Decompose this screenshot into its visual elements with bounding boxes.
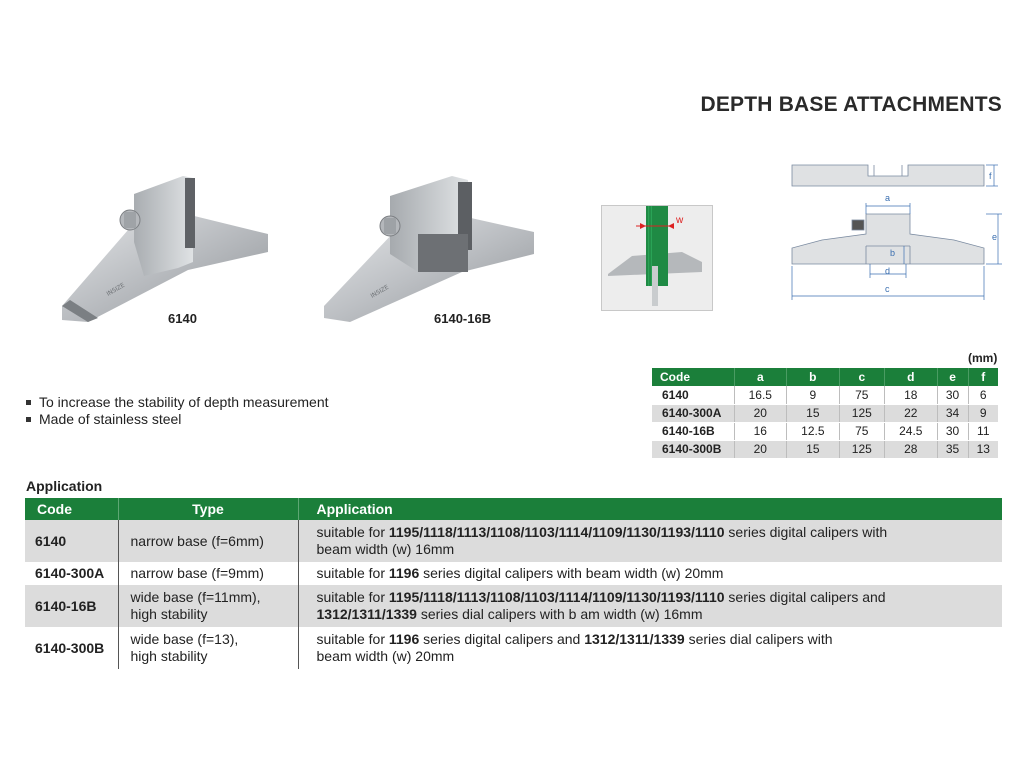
table-cell: 28 (885, 440, 938, 458)
col-header: e (937, 368, 968, 386)
bullet-icon (26, 417, 31, 422)
table-cell: 6140-300B (652, 440, 734, 458)
table-cell: 15 (787, 440, 840, 458)
code-cell: 6140-300A (25, 562, 118, 585)
table-row (652, 386, 998, 404)
svg-text:INSIZE: INSIZE (105, 281, 127, 298)
code-cell: 6140-300B (25, 627, 118, 669)
table-cell: 12.5 (787, 422, 840, 440)
table-cell: 22 (885, 404, 938, 422)
model-numbers: 1312/1311/1339 (316, 606, 417, 622)
dim-label-e: e (992, 232, 998, 242)
page-title: DEPTH BASE ATTACHMENTS (700, 93, 1002, 116)
dimension-table-header (652, 368, 998, 386)
product-image-6140-16b (322, 172, 540, 324)
table-cell: 9 (968, 404, 998, 422)
list-item (26, 411, 329, 428)
beam-width-inset (601, 205, 713, 311)
col-header: a (734, 368, 787, 386)
application-section-title: Application (26, 478, 103, 494)
model-numbers: 1312/1311/1339 (584, 631, 685, 647)
table-row (25, 627, 1002, 669)
table-cell: 16 (734, 422, 787, 440)
table-cell: 6140-16B (652, 422, 734, 440)
table-row (652, 404, 998, 422)
table-cell: 34 (937, 404, 968, 422)
table-cell: 6140 (652, 386, 734, 404)
dim-label-a: a (885, 193, 891, 203)
table-cell: 75 (839, 422, 884, 440)
type-cell: wide base (f=13), high stability (118, 627, 298, 669)
application-table (25, 498, 1002, 669)
model-numbers: 1196 (388, 565, 420, 581)
dim-label-b: b (890, 248, 896, 258)
dimension-diagram (786, 158, 1006, 308)
product-label-6140-16b: 6140-16B (434, 311, 492, 326)
table-cell: 13 (968, 440, 998, 458)
unit-label: (mm) (968, 351, 998, 365)
table-row (25, 585, 1002, 627)
table-cell: 125 (839, 404, 884, 422)
feature-text: Made of stainless steel (39, 411, 182, 427)
dim-label-c: c (885, 284, 890, 294)
table-cell: 9 (787, 386, 840, 404)
col-header: b (787, 368, 840, 386)
table-row (652, 422, 998, 440)
table-row (25, 562, 1002, 585)
col-header: d (885, 368, 938, 386)
application-table-header (25, 498, 1002, 520)
table-cell: 16.5 (734, 386, 787, 404)
table-cell: 20 (734, 440, 787, 458)
table-row (25, 520, 1002, 562)
model-numbers: 1195/1118/1113/1108/1103/1114/1109/1130/1193/1110 (388, 589, 725, 605)
col-header: Application (298, 498, 1002, 520)
table-cell: 24.5 (885, 422, 938, 440)
w-label: w (676, 215, 684, 226)
col-header: Type (118, 498, 298, 520)
table-cell: 15 (787, 404, 840, 422)
dimension-table (652, 368, 998, 459)
feature-list (26, 394, 329, 428)
dim-label-d: d (885, 266, 891, 276)
bullet-icon (26, 400, 31, 405)
table-cell: 30 (937, 422, 968, 440)
type-cell: narrow base (f=9mm) (118, 562, 298, 585)
application-cell: suitable for 1196 series digital calipers with beam width (w) 20mm (298, 562, 1002, 585)
model-numbers: 1196 (388, 631, 420, 647)
table-cell: 125 (839, 440, 884, 458)
col-header: Code (652, 368, 734, 386)
dim-label-f: f (989, 171, 992, 181)
col-header: f (968, 368, 998, 386)
application-cell: suitable for 1195/1118/1113/1108/1103/1114/1109/1130/1193/1110 series digital calipers and 1312/1311/1339 series dial calipers with b am width (w) 16mm (298, 585, 1002, 627)
code-cell: 6140 (25, 520, 118, 562)
list-item (26, 394, 329, 411)
type-cell: wide base (f=11mm), high stability (118, 585, 298, 627)
feature-text: To increase the stability of depth measurement (39, 394, 329, 410)
table-row (652, 440, 998, 458)
svg-text:INSIZE: INSIZE (369, 283, 391, 300)
application-cell: suitable for 1196 series digital calipers and 1312/1311/1339 series dial calipers with beam width (w) 20mm (298, 627, 1002, 669)
table-cell: 20 (734, 404, 787, 422)
col-header: Code (25, 498, 118, 520)
type-cell: narrow base (f=6mm) (118, 520, 298, 562)
table-cell: 11 (968, 422, 998, 440)
table-cell: 35 (937, 440, 968, 458)
table-cell: 6 (968, 386, 998, 404)
table-cell: 6140-300A (652, 404, 734, 422)
table-cell: 18 (885, 386, 938, 404)
product-image-6140 (58, 172, 278, 324)
table-cell: 75 (839, 386, 884, 404)
table-cell: 30 (937, 386, 968, 404)
col-header: c (839, 368, 884, 386)
model-numbers: 1195/1118/1113/1108/1103/1114/1109/1130/1193/1110 (388, 524, 725, 540)
code-cell: 6140-16B (25, 585, 118, 627)
product-label-6140: 6140 (168, 311, 197, 326)
application-cell: suitable for 1195/1118/1113/1108/1103/1114/1109/1130/1193/1110 series digital calipers with beam width (w) 16mm (298, 520, 1002, 562)
